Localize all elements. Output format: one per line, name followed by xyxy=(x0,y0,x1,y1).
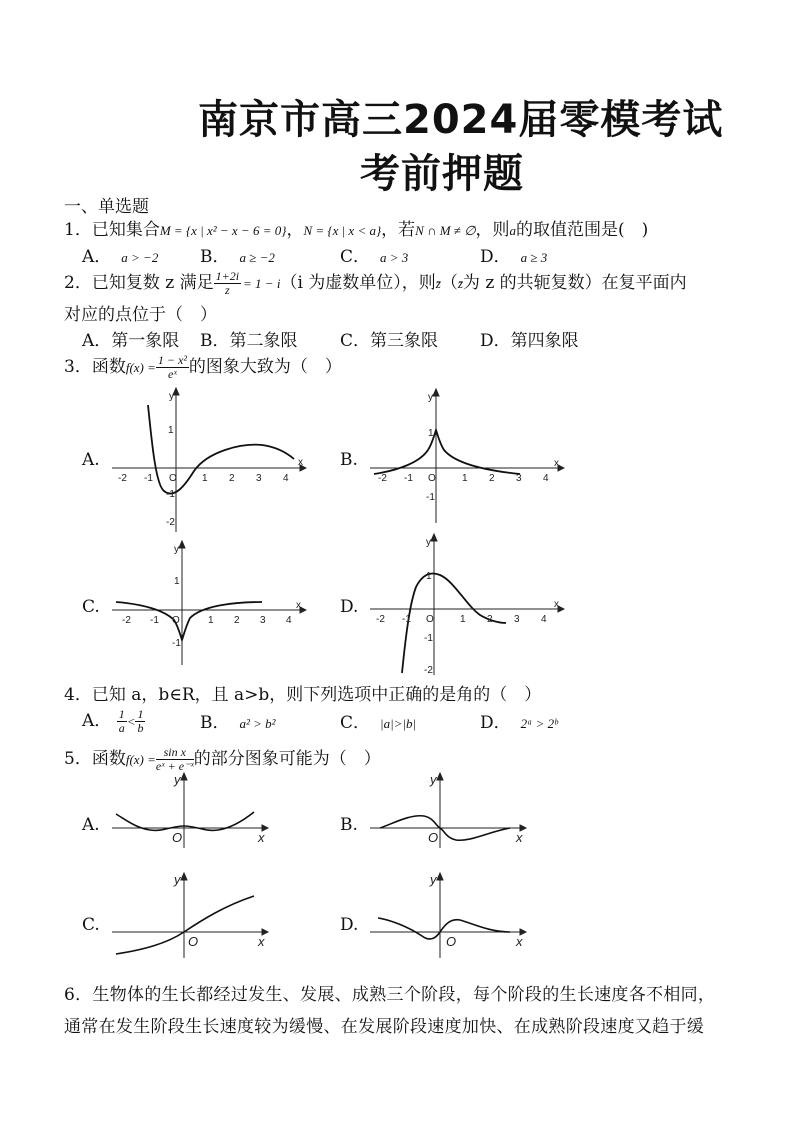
q1-sep: ， xyxy=(286,220,304,240)
q1-option-b[interactable]: B． a ≥ −2 xyxy=(200,247,275,267)
q2-fraction: $\frac{1+2i}{z}$ xyxy=(215,269,240,297)
svg-text:-1: -1 xyxy=(150,615,159,626)
svg-text:1: 1 xyxy=(168,425,174,436)
section-heading: 一、单选题 xyxy=(64,197,149,217)
svg-text:-2: -2 xyxy=(378,473,387,484)
svg-text:2: 2 xyxy=(229,473,235,484)
svg-text:O: O xyxy=(428,830,439,845)
q2-option-d[interactable]: D．第四象限 xyxy=(480,331,579,351)
svg-text:x: x xyxy=(298,457,303,468)
svg-text:x: x xyxy=(516,830,523,845)
svg-text:-2: -2 xyxy=(122,615,131,626)
question-3-stem: 3．函数f(x) = $\frac{\text{1 − x²}}{\text{eˣ}}$ 的图象大致为（ ） xyxy=(64,353,342,381)
question-5-stem: 5．函数f(x) = $\frac{\text{sin x}}{\text{eˣ + e⁻ˣ}}$ 的部分图象可能为（ ） xyxy=(64,745,381,773)
svg-text:1: 1 xyxy=(428,428,434,439)
svg-text:y: y xyxy=(174,872,181,887)
q3-graph-label-a[interactable]: A. xyxy=(82,450,100,470)
svg-text:-1: -1 xyxy=(404,473,413,484)
question-6-line1: 6．生物体的生长都经过发生、发展、成熟三个阶段，每个阶段的生长速度各不相同， xyxy=(64,985,716,1005)
svg-text:-1: -1 xyxy=(144,473,153,484)
svg-text:O: O xyxy=(172,830,183,845)
svg-text:3: 3 xyxy=(514,614,520,625)
svg-text:y: y xyxy=(174,544,179,555)
svg-text:x: x xyxy=(554,458,559,469)
q3-graph-label-c[interactable]: C. xyxy=(82,597,100,617)
svg-text:-2: -2 xyxy=(376,614,385,625)
q1-var-a: a xyxy=(509,223,517,238)
svg-text:O: O xyxy=(428,473,436,484)
svg-text:O: O xyxy=(169,473,177,484)
svg-text:y: y xyxy=(428,392,433,403)
q5-graph-label-b[interactable]: B. xyxy=(340,815,358,835)
svg-text:4: 4 xyxy=(541,614,547,625)
q1-stem-b: ，若 xyxy=(381,220,416,240)
svg-text:2: 2 xyxy=(489,473,495,484)
svg-text:O: O xyxy=(172,615,180,626)
q1-stem-d: 的取值范围是( ) xyxy=(516,220,649,240)
q5-fraction: $\frac{\text{sin x}}{\text{eˣ + e⁻ˣ}}$ xyxy=(155,745,194,773)
q4-option-c[interactable]: C． |a|>|b| xyxy=(340,713,417,733)
q2-option-b[interactable]: B．第二象限 xyxy=(200,331,298,351)
q1-stem-a: 1．已知集合 xyxy=(64,220,160,240)
question-2-stem-line2: 对应的点位于（ ） xyxy=(64,305,217,325)
svg-text:y: y xyxy=(430,872,437,887)
q3-graph-label-b[interactable]: B. xyxy=(340,450,358,470)
svg-text:4: 4 xyxy=(283,473,289,484)
q3-graph-b xyxy=(370,388,565,528)
svg-text:x: x xyxy=(516,934,523,949)
svg-text:1: 1 xyxy=(202,473,208,484)
page-subtitle: 考前押题 xyxy=(360,151,524,197)
question-4-stem: 4．已知 a，b∈R，且 a>b，则下列选项中正确的是角的（ ） xyxy=(64,685,542,705)
svg-text:3: 3 xyxy=(256,473,262,484)
svg-text:-1: -1 xyxy=(424,633,433,644)
svg-text:-1: -1 xyxy=(172,638,181,649)
q5-graph-a xyxy=(112,770,272,850)
svg-text:O: O xyxy=(426,614,434,625)
q1-set-n: N = {x | x < a} xyxy=(303,223,382,238)
q3-fraction: $\frac{\text{1 − x²}}{\text{eˣ}}$ xyxy=(157,353,187,381)
q4-option-b[interactable]: B． a² > b² xyxy=(200,713,276,733)
q3-graph-label-d[interactable]: D. xyxy=(340,597,359,617)
q4-option-d[interactable]: D． 2ᵃ > 2ᵇ xyxy=(480,713,558,733)
q1-stem-c: ，则 xyxy=(475,220,510,240)
svg-text:1: 1 xyxy=(426,571,432,582)
q5-graph-c xyxy=(112,870,272,960)
svg-text:x: x xyxy=(554,599,559,610)
svg-text:2: 2 xyxy=(487,614,493,625)
svg-text:O: O xyxy=(188,934,199,949)
svg-text:x: x xyxy=(258,830,265,845)
question-2-stem: 2．已知复数 z 满足 $\frac{1+2i}{z}$ = 1 − i（i 为虚数单位），则z̄（z̄为 z 的共轭复数）在复平面内 xyxy=(64,269,687,297)
svg-text:-2: -2 xyxy=(424,665,433,676)
page-title: 南京市高三2024届零模考试 xyxy=(198,97,724,143)
q5-graph-label-a[interactable]: A. xyxy=(82,815,100,835)
svg-text:O: O xyxy=(446,934,457,949)
q1-option-d[interactable]: D． a ≥ 3 xyxy=(480,247,548,267)
svg-text:-2: -2 xyxy=(118,473,127,484)
q1-option-a[interactable]: A． a > −2 xyxy=(82,247,159,267)
svg-text:4: 4 xyxy=(543,473,549,484)
question-1-stem xyxy=(64,215,648,240)
svg-text:1: 1 xyxy=(460,614,466,625)
q1-set-m: M = {x | x² − x − 6 = 0} xyxy=(159,223,287,238)
svg-text:y: y xyxy=(169,391,174,402)
svg-text:2: 2 xyxy=(234,615,240,626)
svg-text:4: 4 xyxy=(286,615,292,626)
svg-text:3: 3 xyxy=(260,615,266,626)
q2-option-a[interactable]: A．第一象限 xyxy=(82,331,180,351)
svg-text:-2: -2 xyxy=(166,517,175,528)
q5-graph-label-d[interactable]: D. xyxy=(340,915,359,935)
svg-text:1: 1 xyxy=(208,615,214,626)
svg-text:x: x xyxy=(296,600,301,611)
q1-cond: N ∩ M ≠ ∅ xyxy=(415,223,476,238)
svg-text:-1: -1 xyxy=(426,492,435,503)
question-6-line2: 通常在发生阶段生长速度较为缓慢、在发展阶段速度加快、在成熟阶段速度又趋于缓 xyxy=(64,1017,705,1037)
q3-graph-d xyxy=(370,533,565,678)
svg-text:1: 1 xyxy=(174,576,180,587)
svg-text:3: 3 xyxy=(516,473,522,484)
svg-text:y: y xyxy=(426,537,431,548)
q1-option-c[interactable]: C． a > 3 xyxy=(340,247,409,267)
svg-text:y: y xyxy=(174,772,181,787)
q5-graph-b xyxy=(370,770,530,850)
svg-text:x: x xyxy=(258,934,265,949)
q4-option-a[interactable]: A． $\frac{1}{a}$ < $\frac{1}{b}$ xyxy=(82,707,144,735)
svg-text:-1: -1 xyxy=(402,614,411,625)
svg-text:-1: -1 xyxy=(166,489,175,500)
q2-option-c[interactable]: C．第三象限 xyxy=(340,331,439,351)
q5-graph-d xyxy=(370,870,530,960)
q3-graph-a xyxy=(112,385,307,535)
q5-graph-label-c[interactable]: C. xyxy=(82,915,100,935)
svg-text:y: y xyxy=(430,772,437,787)
q3-graph-c xyxy=(112,540,307,670)
svg-text:1: 1 xyxy=(462,473,468,484)
